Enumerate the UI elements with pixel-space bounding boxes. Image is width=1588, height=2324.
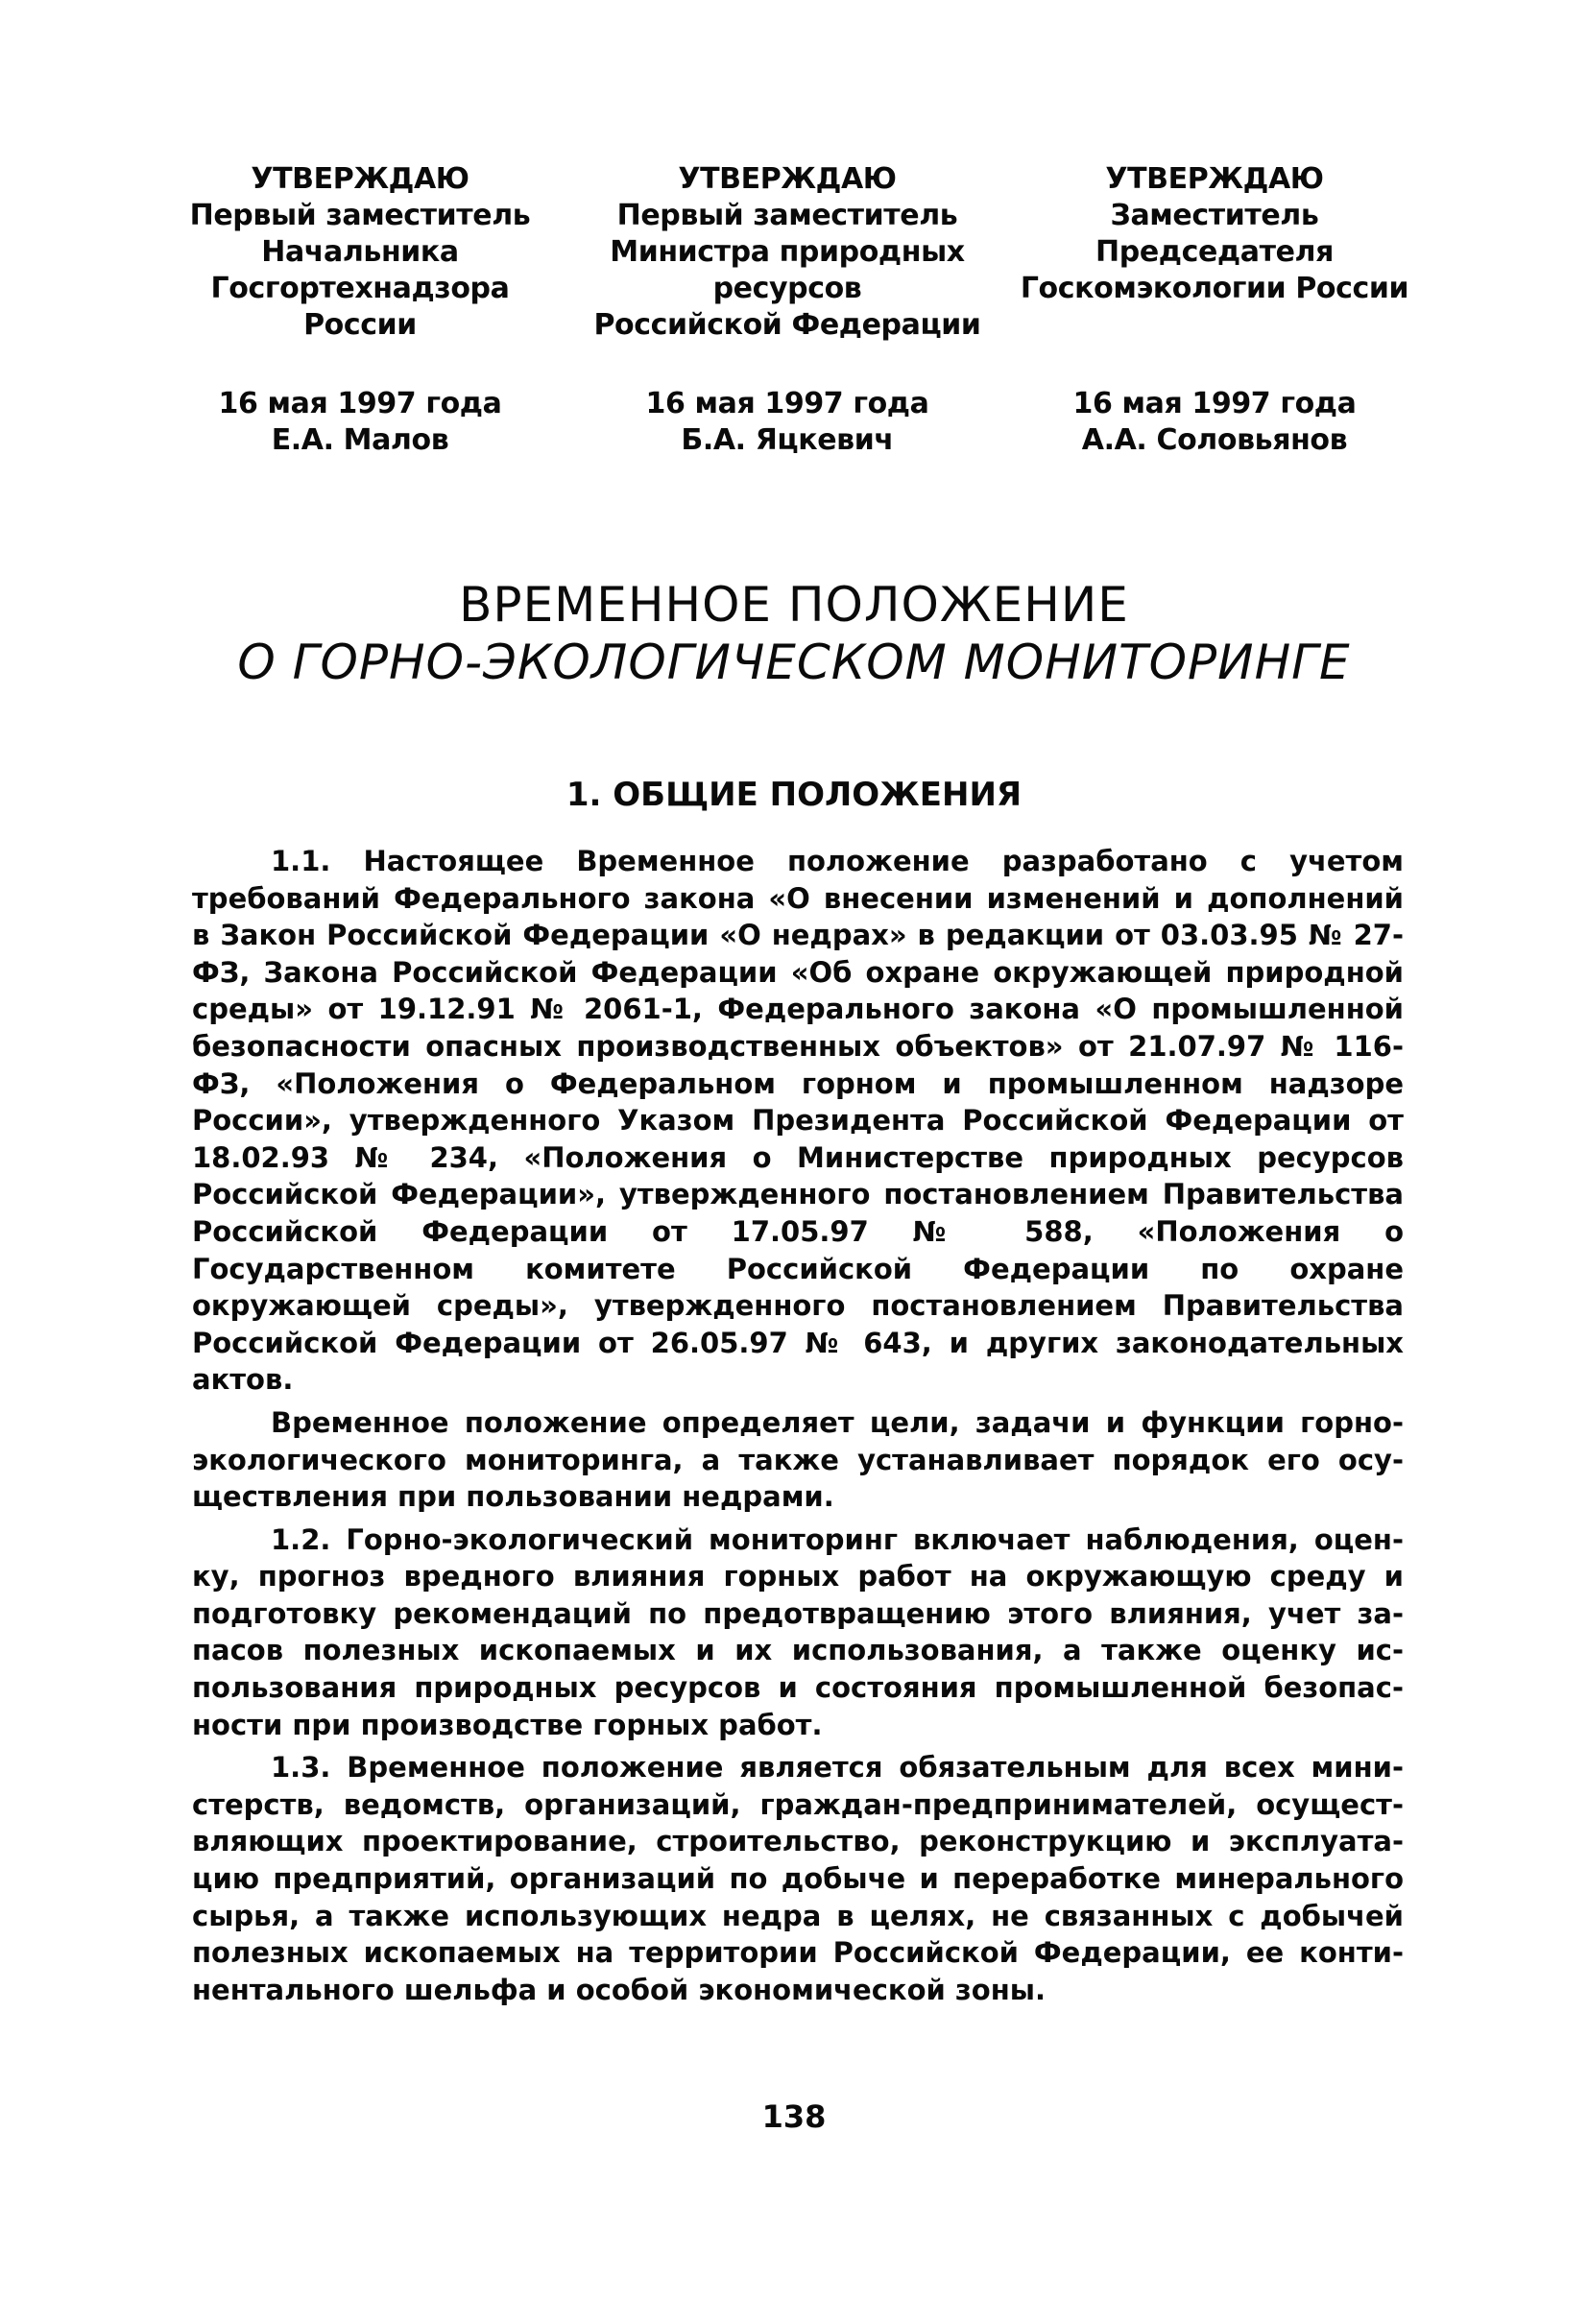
approval-line: России [303,308,417,342]
paragraph-purpose: Временное положение определяет цели, задачи и функции горноэкологического мониторинга, а также устанавливает порядок его осуществления при пользовании недрами. [192,1405,1404,1514]
document-title-line-1: ВРЕМЕННОЕ ПОЛОЖЕНИЕ [459,577,1129,633]
paragraph-1-2: 1.2. Горно-экологический мониторинг включает наблюдения, оценку, прогноз вредного влияния горных работ на окружающую среду и подготовку рекомендаций по предотвращению этого влияния, учет запасов полезных ископаемых и их использования, а также оценку использования природных ресурсов и состояния промышленной безопасности при производстве горных работ. [192,1522,1404,1741]
approval-block-3 [994,161,1435,457]
approval-person: Б.А. Яцкевич [681,423,894,457]
approval-date: 16 мая 1997 года [1072,387,1357,420]
approval-person: А.А. Соловьянов [1081,423,1348,457]
approval-line: Первый заместитель [616,199,958,232]
approval-line: Российской Федерации [593,308,981,342]
approval-line: Первый заместитель [189,199,531,232]
page-number: 138 [761,2098,827,2135]
approval-heading: УТВЕРЖДАЮ [251,162,469,196]
approval-block-2 [562,161,1013,457]
section-body [192,843,1404,2008]
paragraph-1-1: 1.1. Настоящее Временное положение разработано с учетом требований Федерального закона «О внесении изменений и дополнений в Закон Российской Федерации «О недрах» в редакции от 03.03.95 № 27-ФЗ, Закона Российской Федерации «Об охране окружающей природной среды» от 19.12.91 № 2061-1, Федерального закона «О промышленной безопасности опасных производственных объектов» от 21.07.97 № 116-ФЗ, «Положения о Федеральном горном и промышленном надзоре России», утвержденного Указом Президента Российской Федерации от 18.02.93 № 234, «Положения о Министерстве природных ресурсов Российской Федерации», утвержденного постановлением Правительства Российской Федерации от 17.05.97 № 588, «Положения о Государственном комитете Российской Федерации по охране окружающей среды», утвержденного постановлением Правительства Российской Федерации от 26.05.97 № 643, и других законодательных актов. [192,845,1404,1397]
approval-line: ресурсов [712,272,862,305]
approval-line: Госкомэкологии России [1020,272,1409,305]
document-title [0,576,1588,691]
approval-line: Председателя [1095,235,1334,269]
approval-line: Начальника [261,235,459,269]
approval-date: 16 мая 1997 года [218,387,502,420]
approval-line: Госгортехнадзора [210,272,510,305]
section-heading: 1. ОБЩИЕ ПОЛОЖЕНИЯ [565,776,1023,814]
approval-line: Заместитель [1110,199,1319,232]
approval-heading: УТВЕРЖДАЮ [1105,162,1324,196]
approval-line: Министра природных [610,235,965,269]
approval-date: 16 мая 1997 года [645,387,929,420]
paragraph-1-3: 1.3. Временное положение является обязательным для всех министерств, ведомств, организаций, граждан-предпринимателей, осуществляющих проектирование, строительство, реконструкцию и эксплуатацию предприятий, организаций по добыче и переработке минерального сырья, а также использующих недра в целях, не связанных с добычей полезных ископаемых на территории Российской Федерации, ее континентального шельфа и особой экономической зоны. [192,1751,1404,2006]
document-title-line-2: О ГОРНО-ЭКОЛОГИЧЕСКОМ МОНИТОРИНГЕ [237,635,1351,690]
approval-person: Е.А. Малов [271,423,449,457]
approval-heading: УТВЕРЖДАЮ [678,162,897,196]
approval-block-1 [168,161,552,457]
approval-stamps [168,161,1416,468]
